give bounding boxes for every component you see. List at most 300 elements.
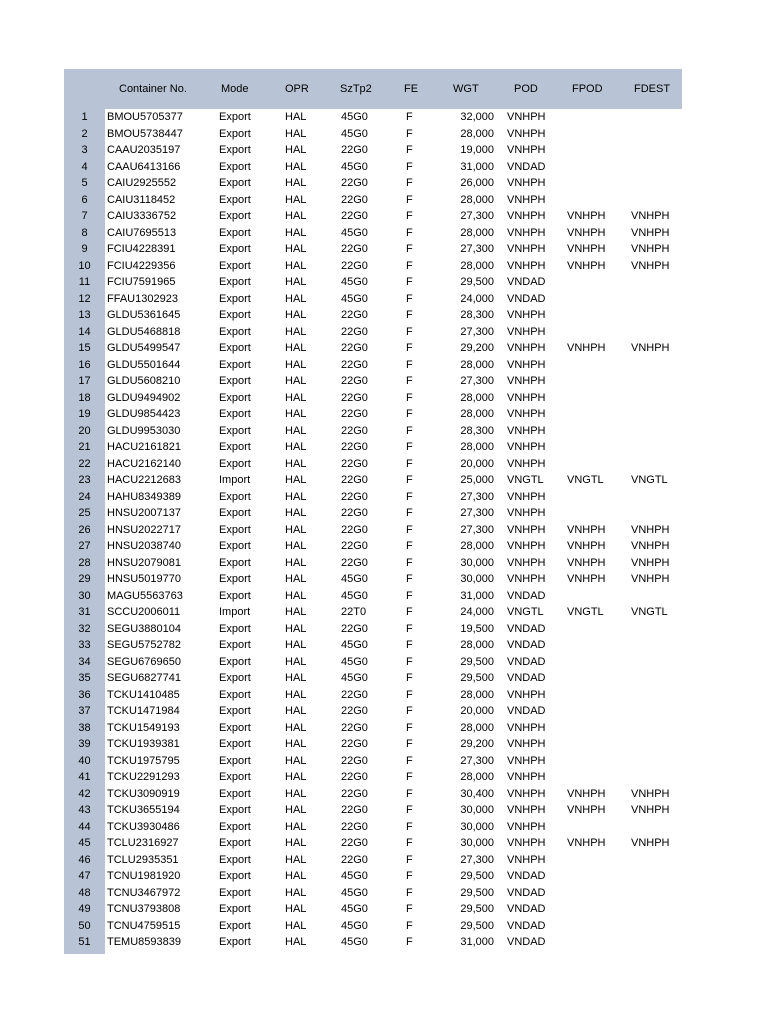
cell-opr[interactable]: HAL: [285, 540, 307, 552]
cell-opr[interactable]: HAL: [285, 738, 307, 750]
cell-opr[interactable]: HAL: [285, 655, 307, 668]
cell-fe[interactable]: F: [406, 837, 413, 849]
cell-container-no[interactable]: HACU2212683: [107, 474, 181, 486]
cell-mode[interactable]: Export: [219, 193, 251, 206]
cell-pod[interactable]: VNHPH: [507, 523, 546, 536]
cell-sztp2[interactable]: 22T0: [341, 606, 367, 618]
cell-wgt[interactable]: 26,000: [460, 177, 494, 189]
cell-sztp2[interactable]: 22G0: [341, 325, 368, 338]
cell-fpod[interactable]: VNHPH: [567, 523, 606, 536]
cell-pod[interactable]: VNHPH: [507, 721, 546, 734]
cell-sztp2[interactable]: 45G0: [341, 919, 368, 932]
cell-pod[interactable]: VNHPH: [507, 358, 546, 371]
cell-wgt[interactable]: 30,000: [460, 837, 494, 849]
cell-mode[interactable]: Export: [219, 111, 251, 123]
cell-mode[interactable]: Export: [219, 837, 251, 849]
cell-sztp2[interactable]: 45G0: [341, 292, 368, 305]
cell-mode[interactable]: Export: [219, 655, 251, 668]
cell-container-no[interactable]: GLDU5499547: [107, 342, 181, 354]
cell-pod[interactable]: VNHPH: [507, 325, 546, 338]
cell-sztp2[interactable]: 22G0: [341, 771, 368, 783]
cell-fe[interactable]: F: [406, 259, 413, 272]
cell-fdest[interactable]: VNHPH: [631, 804, 670, 816]
cell-wgt[interactable]: 29,500: [460, 655, 494, 668]
cell-opr[interactable]: HAL: [285, 886, 307, 899]
cell-mode[interactable]: Export: [219, 903, 251, 915]
cell-mode[interactable]: Export: [219, 523, 251, 536]
cell-sztp2[interactable]: 45G0: [341, 936, 368, 948]
cell-fdest[interactable]: VNGTL: [631, 474, 668, 486]
cell-sztp2[interactable]: 22G0: [341, 688, 368, 701]
cell-wgt[interactable]: 30,000: [460, 804, 494, 816]
header-mode[interactable]: Mode: [221, 83, 249, 95]
cell-fe[interactable]: F: [406, 144, 413, 156]
cell-pod[interactable]: VNHPH: [507, 424, 546, 437]
cell-mode[interactable]: Export: [219, 490, 251, 503]
cell-wgt[interactable]: 27,300: [460, 523, 494, 536]
cell-fdest[interactable]: VNHPH: [631, 837, 670, 849]
cell-mode[interactable]: Export: [219, 259, 251, 272]
cell-wgt[interactable]: 24,000: [460, 606, 494, 618]
cell-wgt[interactable]: 29,200: [460, 342, 494, 354]
cell-sztp2[interactable]: 22G0: [341, 309, 368, 321]
cell-wgt[interactable]: 30,000: [460, 573, 494, 585]
cell-mode[interactable]: Export: [219, 771, 251, 783]
cell-wgt[interactable]: 29,200: [460, 738, 494, 750]
cell-opr[interactable]: HAL: [285, 589, 307, 602]
cell-mode[interactable]: Export: [219, 160, 251, 173]
cell-fe[interactable]: F: [406, 507, 413, 519]
cell-pod[interactable]: VNHPH: [507, 309, 546, 321]
cell-pod[interactable]: VNDAD: [507, 655, 546, 668]
cell-opr[interactable]: HAL: [285, 837, 307, 849]
header-opr[interactable]: OPR: [285, 83, 309, 95]
cell-fpod[interactable]: VNHPH: [567, 243, 606, 255]
cell-container-no[interactable]: CAIU3118452: [107, 193, 176, 206]
cell-container-no[interactable]: FCIU4228391: [107, 243, 176, 255]
cell-fe[interactable]: F: [406, 276, 413, 288]
cell-opr[interactable]: HAL: [285, 507, 307, 519]
cell-container-no[interactable]: HACU2161821: [107, 441, 181, 453]
cell-wgt[interactable]: 28,300: [460, 424, 494, 437]
cell-container-no[interactable]: FCIU7591965: [107, 276, 176, 288]
cell-pod[interactable]: VNHPH: [507, 408, 546, 420]
cell-opr[interactable]: HAL: [285, 606, 307, 618]
cell-sztp2[interactable]: 22G0: [341, 754, 368, 767]
cell-container-no[interactable]: TCKU2291293: [107, 771, 180, 783]
header-fdest[interactable]: FDEST: [634, 83, 671, 95]
cell-mode[interactable]: Export: [219, 276, 251, 288]
cell-fe[interactable]: F: [406, 127, 413, 140]
cell-wgt[interactable]: 27,300: [460, 243, 494, 255]
cell-container-no[interactable]: SEGU6769650: [107, 655, 181, 668]
cell-wgt[interactable]: 27,300: [460, 490, 494, 503]
cell-wgt[interactable]: 28,000: [460, 408, 494, 420]
cell-opr[interactable]: HAL: [285, 919, 307, 932]
cell-mode[interactable]: Export: [219, 177, 251, 189]
cell-sztp2[interactable]: 22G0: [341, 342, 368, 354]
cell-mode[interactable]: Export: [219, 820, 251, 833]
cell-pod[interactable]: VNDAD: [507, 639, 546, 651]
cell-sztp2[interactable]: 22G0: [341, 457, 368, 470]
cell-fe[interactable]: F: [406, 771, 413, 783]
cell-container-no[interactable]: SEGU3880104: [107, 622, 181, 635]
cell-opr[interactable]: HAL: [285, 853, 307, 866]
cell-fe[interactable]: F: [406, 292, 413, 305]
header-sztp2[interactable]: SzTp2: [340, 83, 372, 95]
cell-pod[interactable]: VNDAD: [507, 919, 546, 932]
cell-opr[interactable]: HAL: [285, 243, 307, 255]
cell-pod[interactable]: VNHPH: [507, 754, 546, 767]
cell-pod[interactable]: VNGTL: [507, 606, 544, 618]
cell-pod[interactable]: VNDAD: [507, 886, 546, 899]
cell-opr[interactable]: HAL: [285, 639, 307, 651]
cell-mode[interactable]: Import: [219, 474, 251, 486]
cell-fdest[interactable]: VNHPH: [631, 540, 670, 552]
cell-sztp2[interactable]: 45G0: [341, 111, 368, 123]
cell-fe[interactable]: F: [406, 754, 413, 767]
cell-fdest[interactable]: VNHPH: [631, 787, 670, 800]
cell-mode[interactable]: Export: [219, 936, 251, 948]
header-fpod[interactable]: FPOD: [572, 83, 603, 95]
cell-wgt[interactable]: 19,000: [460, 144, 494, 156]
cell-mode[interactable]: Export: [219, 721, 251, 734]
cell-container-no[interactable]: GLDU5468818: [107, 325, 181, 338]
header-pod[interactable]: POD: [514, 83, 538, 95]
cell-mode[interactable]: Export: [219, 144, 251, 156]
cell-mode[interactable]: Export: [219, 309, 251, 321]
cell-container-no[interactable]: GLDU9494902: [107, 391, 181, 404]
cell-container-no[interactable]: HNSU2038740: [107, 540, 181, 552]
cell-sztp2[interactable]: 45G0: [341, 903, 368, 915]
cell-fdest[interactable]: VNHPH: [631, 573, 670, 585]
cell-fe[interactable]: F: [406, 243, 413, 255]
cell-fe[interactable]: F: [406, 672, 413, 684]
cell-pod[interactable]: VNHPH: [507, 144, 546, 156]
cell-fe[interactable]: F: [406, 705, 413, 717]
cell-fe[interactable]: F: [406, 573, 413, 585]
cell-fpod[interactable]: VNHPH: [567, 210, 606, 222]
cell-fe[interactable]: F: [406, 721, 413, 734]
cell-fdest[interactable]: VNHPH: [631, 556, 670, 569]
cell-sztp2[interactable]: 22G0: [341, 210, 368, 222]
cell-fpod[interactable]: VNHPH: [567, 259, 606, 272]
cell-container-no[interactable]: TCNU3793808: [107, 903, 181, 915]
cell-pod[interactable]: VNHPH: [507, 259, 546, 272]
cell-opr[interactable]: HAL: [285, 127, 307, 140]
cell-wgt[interactable]: 28,000: [460, 358, 494, 371]
cell-pod[interactable]: VNHPH: [507, 177, 546, 189]
cell-container-no[interactable]: MAGU5563763: [107, 589, 183, 602]
cell-opr[interactable]: HAL: [285, 754, 307, 767]
cell-fe[interactable]: F: [406, 325, 413, 338]
cell-fe[interactable]: F: [406, 936, 413, 948]
cell-sztp2[interactable]: 22G0: [341, 721, 368, 734]
cell-wgt[interactable]: 27,300: [460, 325, 494, 338]
cell-mode[interactable]: Export: [219, 210, 251, 222]
cell-wgt[interactable]: 31,000: [460, 160, 494, 173]
cell-pod[interactable]: VNHPH: [507, 507, 546, 519]
cell-sztp2[interactable]: 22G0: [341, 837, 368, 849]
cell-fpod[interactable]: VNHPH: [567, 787, 606, 800]
cell-fe[interactable]: F: [406, 870, 413, 882]
cell-container-no[interactable]: CAIU7695513: [107, 226, 177, 239]
cell-mode[interactable]: Export: [219, 639, 251, 651]
cell-fe[interactable]: F: [406, 804, 413, 816]
cell-mode[interactable]: Export: [219, 457, 251, 470]
cell-fe[interactable]: F: [406, 193, 413, 206]
cell-mode[interactable]: Export: [219, 672, 251, 684]
cell-mode[interactable]: Export: [219, 325, 251, 338]
cell-opr[interactable]: HAL: [285, 375, 307, 387]
cell-fdest[interactable]: VNHPH: [631, 210, 670, 222]
cell-wgt[interactable]: 30,000: [460, 556, 494, 569]
cell-wgt[interactable]: 28,000: [460, 226, 494, 239]
cell-wgt[interactable]: 28,000: [460, 127, 494, 140]
cell-opr[interactable]: HAL: [285, 820, 307, 833]
cell-fdest[interactable]: VNHPH: [631, 523, 670, 536]
cell-pod[interactable]: VNDAD: [507, 672, 546, 684]
cell-opr[interactable]: HAL: [285, 903, 307, 915]
cell-pod[interactable]: VNHPH: [507, 771, 546, 783]
cell-wgt[interactable]: 19,500: [460, 622, 494, 635]
cell-pod[interactable]: VNHPH: [507, 391, 546, 404]
cell-sztp2[interactable]: 22G0: [341, 358, 368, 371]
cell-sztp2[interactable]: 45G0: [341, 639, 368, 651]
cell-opr[interactable]: HAL: [285, 787, 307, 800]
cell-wgt[interactable]: 27,300: [460, 210, 494, 222]
cell-mode[interactable]: Export: [219, 127, 251, 140]
cell-container-no[interactable]: HNSU2022717: [107, 523, 181, 536]
cell-fe[interactable]: F: [406, 160, 413, 173]
cell-pod[interactable]: VNDAD: [507, 160, 546, 173]
cell-pod[interactable]: VNHPH: [507, 573, 546, 585]
cell-container-no[interactable]: TCNU3467972: [107, 886, 181, 899]
cell-wgt[interactable]: 28,000: [460, 441, 494, 453]
cell-mode[interactable]: Export: [219, 556, 251, 569]
cell-opr[interactable]: HAL: [285, 259, 307, 272]
header-wgt[interactable]: WGT: [453, 83, 479, 95]
cell-opr[interactable]: HAL: [285, 804, 307, 816]
cell-container-no[interactable]: SEGU6827741: [107, 672, 181, 684]
cell-fe[interactable]: F: [406, 853, 413, 866]
cell-pod[interactable]: VNHPH: [507, 490, 546, 503]
cell-mode[interactable]: Export: [219, 804, 251, 816]
cell-fdest[interactable]: VNHPH: [631, 259, 670, 272]
cell-container-no[interactable]: FCIU4229356: [107, 259, 176, 272]
cell-fdest[interactable]: VNHPH: [631, 342, 670, 354]
cell-container-no[interactable]: CAAU2035197: [107, 144, 181, 156]
cell-container-no[interactable]: CAIU2925552: [107, 177, 177, 189]
cell-wgt[interactable]: 31,000: [460, 936, 494, 948]
cell-pod[interactable]: VNHPH: [507, 853, 546, 866]
cell-mode[interactable]: Export: [219, 705, 251, 717]
cell-opr[interactable]: HAL: [285, 688, 307, 701]
cell-sztp2[interactable]: 22G0: [341, 853, 368, 866]
cell-fpod[interactable]: VNHPH: [567, 226, 606, 239]
cell-pod[interactable]: VNHPH: [507, 837, 546, 849]
cell-wgt[interactable]: 28,000: [460, 639, 494, 651]
cell-fe[interactable]: F: [406, 391, 413, 404]
cell-fe[interactable]: F: [406, 606, 413, 618]
cell-container-no[interactable]: TCKU3090919: [107, 787, 180, 800]
cell-sztp2[interactable]: 22G0: [341, 705, 368, 717]
cell-pod[interactable]: VNHPH: [507, 342, 546, 354]
cell-sztp2[interactable]: 22G0: [341, 243, 368, 255]
cell-wgt[interactable]: 27,300: [460, 754, 494, 767]
cell-container-no[interactable]: TCNU1981920: [107, 870, 181, 882]
cell-mode[interactable]: Export: [219, 787, 251, 800]
cell-fe[interactable]: F: [406, 490, 413, 503]
cell-container-no[interactable]: TCKU1471984: [107, 705, 180, 717]
cell-opr[interactable]: HAL: [285, 408, 307, 420]
cell-sztp2[interactable]: 45G0: [341, 886, 368, 899]
cell-opr[interactable]: HAL: [285, 474, 307, 486]
cell-sztp2[interactable]: 22G0: [341, 804, 368, 816]
cell-container-no[interactable]: TCKU1549193: [107, 721, 180, 734]
cell-fe[interactable]: F: [406, 903, 413, 915]
cell-sztp2[interactable]: 22G0: [341, 738, 368, 750]
cell-container-no[interactable]: CAIU3336752: [107, 210, 177, 222]
cell-fe[interactable]: F: [406, 919, 413, 932]
cell-fe[interactable]: F: [406, 540, 413, 552]
cell-pod[interactable]: VNDAD: [507, 292, 546, 305]
cell-container-no[interactable]: HNSU2007137: [107, 507, 181, 519]
cell-sztp2[interactable]: 22G0: [341, 820, 368, 833]
cell-opr[interactable]: HAL: [285, 622, 307, 635]
cell-fe[interactable]: F: [406, 226, 413, 239]
cell-pod[interactable]: VNHPH: [507, 540, 546, 552]
cell-mode[interactable]: Export: [219, 622, 251, 635]
cell-sztp2[interactable]: 45G0: [341, 573, 368, 585]
cell-sztp2[interactable]: 22G0: [341, 474, 368, 486]
cell-fpod[interactable]: VNHPH: [567, 556, 606, 569]
cell-wgt[interactable]: 28,000: [460, 540, 494, 552]
cell-container-no[interactable]: GLDU5361645: [107, 309, 181, 321]
cell-pod[interactable]: VNHPH: [507, 804, 546, 816]
cell-sztp2[interactable]: 22G0: [341, 375, 368, 387]
cell-opr[interactable]: HAL: [285, 870, 307, 882]
cell-fe[interactable]: F: [406, 622, 413, 635]
cell-sztp2[interactable]: 22G0: [341, 490, 368, 503]
cell-opr[interactable]: HAL: [285, 292, 307, 305]
cell-mode[interactable]: Export: [219, 342, 251, 354]
cell-sztp2[interactable]: 22G0: [341, 259, 368, 272]
cell-fpod[interactable]: VNHPH: [567, 837, 606, 849]
cell-fe[interactable]: F: [406, 309, 413, 321]
cell-sztp2[interactable]: 22G0: [341, 193, 368, 206]
cell-mode[interactable]: Export: [219, 408, 251, 420]
cell-fpod[interactable]: VNHPH: [567, 804, 606, 816]
cell-pod[interactable]: VNDAD: [507, 276, 546, 288]
cell-sztp2[interactable]: 22G0: [341, 507, 368, 519]
cell-opr[interactable]: HAL: [285, 177, 307, 189]
cell-mode[interactable]: Export: [219, 540, 251, 552]
cell-fe[interactable]: F: [406, 210, 413, 222]
cell-container-no[interactable]: GLDU9953030: [107, 424, 181, 437]
cell-opr[interactable]: HAL: [285, 523, 307, 536]
cell-wgt[interactable]: 30,400: [460, 787, 494, 800]
cell-sztp2[interactable]: 22G0: [341, 144, 368, 156]
cell-wgt[interactable]: 20,000: [460, 457, 494, 470]
cell-pod[interactable]: VNDAD: [507, 936, 546, 948]
cell-fe[interactable]: F: [406, 787, 413, 800]
cell-fe[interactable]: F: [406, 523, 413, 536]
cell-container-no[interactable]: HAHU8349389: [107, 490, 181, 503]
cell-pod[interactable]: VNDAD: [507, 622, 546, 635]
cell-pod[interactable]: VNDAD: [507, 870, 546, 882]
cell-container-no[interactable]: GLDU5501644: [107, 358, 181, 371]
cell-fpod[interactable]: VNHPH: [567, 573, 606, 585]
cell-fpod[interactable]: VNGTL: [567, 606, 604, 618]
cell-wgt[interactable]: 28,000: [460, 688, 494, 701]
cell-fe[interactable]: F: [406, 358, 413, 371]
cell-sztp2[interactable]: 45G0: [341, 870, 368, 882]
cell-container-no[interactable]: GLDU9854423: [107, 408, 181, 420]
cell-mode[interactable]: Export: [219, 738, 251, 750]
cell-opr[interactable]: HAL: [285, 573, 307, 585]
cell-sztp2[interactable]: 45G0: [341, 160, 368, 173]
cell-container-no[interactable]: HNSU2079081: [107, 556, 181, 569]
cell-fe[interactable]: F: [406, 457, 413, 470]
cell-sztp2[interactable]: 45G0: [341, 655, 368, 668]
cell-sztp2[interactable]: 45G0: [341, 226, 368, 239]
cell-container-no[interactable]: TCLU2316927: [107, 837, 179, 849]
cell-wgt[interactable]: 29,500: [460, 870, 494, 882]
cell-wgt[interactable]: 28,000: [460, 721, 494, 734]
cell-fpod[interactable]: VNGTL: [567, 474, 604, 486]
cell-container-no[interactable]: CAAU6413166: [107, 160, 181, 173]
cell-pod[interactable]: VNHPH: [507, 457, 546, 470]
cell-sztp2[interactable]: 45G0: [341, 589, 368, 602]
cell-fe[interactable]: F: [406, 556, 413, 569]
cell-sztp2[interactable]: 45G0: [341, 672, 368, 684]
cell-wgt[interactable]: 29,500: [460, 919, 494, 932]
cell-opr[interactable]: HAL: [285, 936, 307, 948]
cell-fe[interactable]: F: [406, 886, 413, 899]
cell-pod[interactable]: VNHPH: [507, 787, 546, 800]
cell-mode[interactable]: Export: [219, 870, 251, 882]
cell-mode[interactable]: Export: [219, 853, 251, 866]
cell-container-no[interactable]: FFAU1302923: [107, 292, 178, 305]
cell-mode[interactable]: Export: [219, 243, 251, 255]
cell-fe[interactable]: F: [406, 177, 413, 189]
cell-fpod[interactable]: VNHPH: [567, 342, 606, 354]
cell-opr[interactable]: HAL: [285, 391, 307, 404]
cell-sztp2[interactable]: 22G0: [341, 622, 368, 635]
cell-container-no[interactable]: BMOU5705377: [107, 111, 183, 123]
cell-pod[interactable]: VNHPH: [507, 688, 546, 701]
cell-wgt[interactable]: 25,000: [460, 474, 494, 486]
cell-container-no[interactable]: HACU2162140: [107, 457, 181, 470]
cell-mode[interactable]: Export: [219, 292, 251, 305]
cell-pod[interactable]: VNDAD: [507, 705, 546, 717]
cell-fe[interactable]: F: [406, 111, 413, 123]
cell-mode[interactable]: Export: [219, 589, 251, 602]
cell-sztp2[interactable]: 22G0: [341, 391, 368, 404]
cell-fe[interactable]: F: [406, 820, 413, 833]
cell-mode[interactable]: Export: [219, 754, 251, 767]
cell-wgt[interactable]: 27,300: [460, 853, 494, 866]
cell-mode[interactable]: Export: [219, 226, 251, 239]
cell-opr[interactable]: HAL: [285, 309, 307, 321]
cell-fe[interactable]: F: [406, 408, 413, 420]
cell-mode[interactable]: Import: [219, 606, 251, 618]
cell-wgt[interactable]: 28,000: [460, 391, 494, 404]
cell-opr[interactable]: HAL: [285, 556, 307, 569]
cell-fe[interactable]: F: [406, 738, 413, 750]
cell-fe[interactable]: F: [406, 441, 413, 453]
